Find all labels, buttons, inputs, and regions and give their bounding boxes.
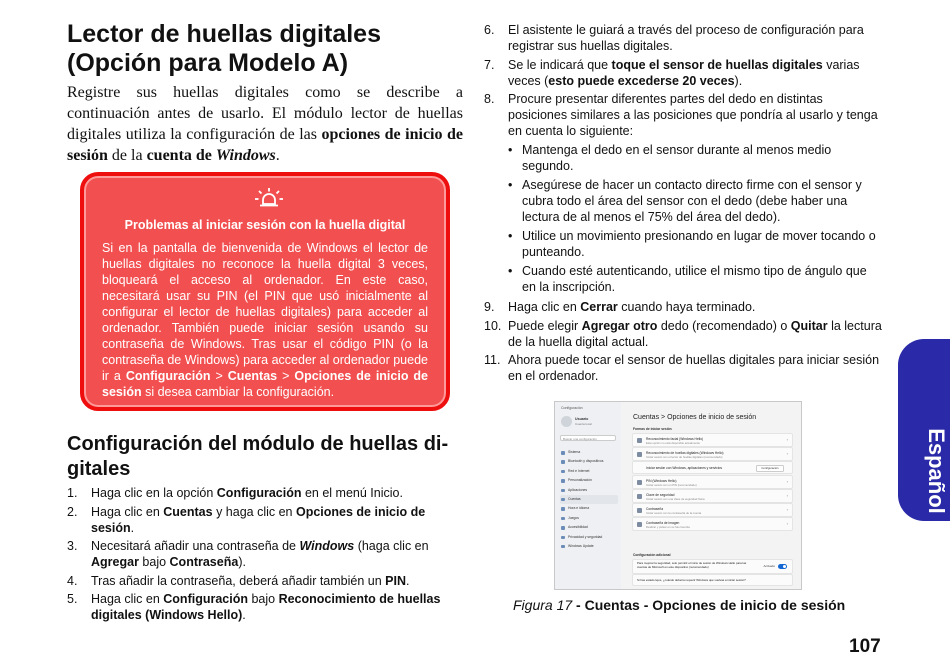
step-text: Puede elegir	[508, 318, 582, 333]
step-text: Necesitará añadir una contraseña de	[91, 539, 300, 553]
picture-icon	[637, 522, 642, 527]
fingerprint-icon	[637, 452, 642, 457]
bullet-text: Utilice un movimiento presionando en lugar de mover tocando o punteando.	[522, 229, 876, 259]
heading-part: Cuentas	[633, 414, 660, 421]
warning-body	[102, 240, 428, 400]
settings-row[interactable]	[632, 475, 793, 489]
settings-sidebar	[555, 402, 621, 589]
bullet-dot: •	[508, 229, 513, 243]
step-bold: Cerrar	[580, 300, 618, 314]
intro-bold-2-text: cuenta de	[146, 147, 216, 164]
page-title-line2: (Opción para Modelo A)	[67, 49, 349, 77]
avatar	[561, 416, 572, 427]
section-title	[67, 432, 467, 482]
step-bold: Contraseña	[169, 555, 239, 569]
step-bold: toque el sensor de huellas digitales	[611, 57, 823, 72]
step-number: 10.	[484, 318, 502, 333]
step-text: en el menú Inicio.	[301, 486, 403, 500]
intro-bold-1: opciones de inicio de sesión	[67, 126, 463, 164]
step-number: 9.	[484, 300, 495, 314]
row-title: Reconocimiento de huellas digitales (Windows Hello)	[646, 450, 724, 455]
row-title: Contraseña de imagen	[646, 520, 680, 525]
list-item	[67, 591, 459, 623]
bullet-text: Mantenga el dedo en el sensor durante al menos medio segundo.	[522, 143, 832, 173]
step-text: .	[406, 573, 410, 588]
step-number: 2.	[67, 504, 78, 519]
setup-button[interactable]: Configuración	[756, 465, 784, 472]
nav-item[interactable]: Juegos	[560, 514, 618, 523]
settings-row[interactable]	[632, 447, 793, 461]
chevron-down-icon: ›	[786, 507, 788, 512]
step-text: .	[130, 520, 135, 535]
intro-bold-2-italic: Windows	[215, 147, 276, 164]
chevron-down-icon: ›	[786, 493, 788, 498]
step-text: Ahora puede tocar el sensor de huellas digitales para iniciar sesión en el ordenador.	[508, 353, 880, 383]
step-text: bajo	[138, 555, 170, 569]
heading-sep: >	[661, 414, 666, 421]
step-bold: PIN	[385, 573, 407, 588]
step-text: (haga clic en	[354, 539, 429, 553]
intro-text-2: de la	[107, 147, 147, 164]
row-sub: Iniciar sesión con la contraseña de la cuenta	[646, 511, 702, 515]
row-title: Si has estado lejos, ¿cuándo debería requerir Windows que vuelvas a iniciar sesión?	[637, 578, 746, 582]
step-bold: Configuración	[216, 486, 302, 500]
step-number: 3.	[67, 539, 78, 553]
nav-item[interactable]: Bluetooth y dispositivos	[560, 457, 618, 466]
settings-nav	[560, 448, 618, 551]
step-text: ).	[734, 73, 743, 88]
step-text: Procure presentar diferentes partes del dedo en distintas posiciones similares a las posiciones que pondría al usarlo y tenga en cuenta lo siguiente:	[508, 92, 878, 138]
page-number: 107	[849, 636, 881, 657]
warning-sep-2: >	[277, 369, 295, 383]
bullet-dot: •	[508, 143, 513, 157]
nav-item-active[interactable]: Cuentas	[560, 495, 618, 504]
step-text: varias veces (	[508, 57, 860, 88]
row-sub: Iniciar sesión con una clave de seguridad física	[646, 497, 705, 501]
warning-text-2: si desea cambiar la configuración.	[141, 385, 335, 399]
row-title: Clave de seguridad	[646, 492, 675, 497]
row-sub: Esta opción no está disponible actualmente	[646, 441, 700, 445]
bullet-list	[483, 142, 884, 295]
step-bold: esto puede excederse 20 veces	[548, 73, 735, 88]
settings-heading	[633, 414, 756, 421]
bullet-dot: •	[508, 178, 513, 192]
right-column	[484, 22, 884, 387]
list-item	[67, 485, 459, 501]
nav-item[interactable]: Sistema	[560, 448, 618, 457]
steps-list-left	[67, 485, 459, 626]
warning-sep-1: >	[210, 369, 228, 383]
settings-row[interactable]	[632, 489, 793, 503]
bullet-item	[508, 228, 884, 260]
list-item	[484, 299, 884, 315]
warning-config: Configuración	[125, 369, 211, 383]
chevron-down-icon: ›	[786, 521, 788, 526]
step-bold-italic: Windows	[299, 539, 355, 553]
step-text: Haga clic en	[91, 592, 164, 606]
step-text: dedo (recomendado) o	[657, 318, 791, 333]
steps-list-right	[484, 22, 884, 384]
step-text: la lectura de la huella digital actual.	[508, 318, 882, 349]
row-title: PIN (Windows Hello)	[646, 478, 677, 483]
list-item	[484, 352, 884, 384]
pin-icon	[637, 480, 642, 485]
page-title-line1: Lector de huellas digitales	[67, 20, 381, 48]
step-bold: Reconocimiento de huellas digitales (Windows Hello)	[91, 592, 441, 622]
warning-title: Problemas al iniciar sesión con la huella digital	[124, 218, 406, 232]
step-number: 5.	[67, 592, 78, 606]
nav-item[interactable]: Hora e idioma	[560, 504, 618, 513]
settings-row	[632, 574, 793, 586]
step-text: y haga clic en	[212, 504, 296, 519]
language-tab-label: Español	[924, 428, 949, 514]
language-tab	[898, 339, 950, 521]
section-title-line2: gitales	[67, 458, 131, 480]
intro-bold-2	[147, 147, 276, 164]
toggle-label: Activado	[763, 564, 775, 568]
step-bold: Cuentas	[163, 504, 213, 519]
row-title: Para mejorar la seguridad, solo permitir el inicio de sesión de Windows Hello para las cuentas de Microsoft en este dispositivo (recomendado)	[637, 561, 747, 569]
nav-item[interactable]: Aplicaciones	[560, 486, 618, 495]
chevron-down-icon: ›	[786, 479, 788, 484]
warning-bulb-icon	[252, 186, 286, 210]
step-text: ).	[238, 555, 246, 569]
step-text: cuando haya terminado.	[617, 300, 756, 314]
list-item	[67, 504, 459, 536]
intro-text-1: Registre sus huellas digitales como se describe a continuación antes de usarlo. El módulo lector de huellas digitales utiliza la configuración de las	[67, 84, 463, 143]
user-sub: Cuenta local	[575, 422, 592, 426]
step-text: Haga clic en	[508, 300, 581, 314]
bullet-text: Asegúrese de hacer un contacto directo firme con el sensor y cubra todo el área del sensor con el dedo (debe haber una lectura de al menos el 75% del área del dedo).	[522, 178, 862, 224]
settings-app-title: Configuración	[561, 406, 583, 410]
intro-paragraph	[67, 82, 463, 166]
warning-box	[80, 172, 450, 411]
user-name: Usuario	[575, 417, 589, 421]
step-number: 11.	[484, 353, 501, 367]
settings-row[interactable]	[632, 433, 793, 447]
row-title: Contraseña	[646, 506, 664, 511]
bullet-item	[508, 177, 884, 225]
step-bold: Agregar otro	[581, 318, 658, 333]
step-text: El asistente le guiará a través del proceso de configuración para registrar sus huellas digitales.	[508, 23, 864, 53]
list-item	[484, 318, 884, 350]
step-bold: Configuración	[163, 592, 248, 606]
row-title: Iniciar sesión con Windows, aplicaciones y servicios	[646, 465, 723, 470]
caption-bold: - Cuentas - Opciones de inicio de sesión	[572, 597, 846, 613]
list-item	[484, 91, 884, 295]
settings-search-input[interactable]: Buscar una configuración	[560, 435, 616, 441]
settings-row	[632, 559, 793, 574]
toggle-switch[interactable]	[778, 564, 787, 569]
caption-italic: Figura 17	[513, 597, 573, 613]
step-text: Haga clic en	[91, 504, 164, 519]
step-text: Tras añadir la contraseña, deberá añadir también un	[91, 573, 386, 588]
step-bold: Quitar	[790, 318, 828, 333]
chevron-up-icon: ›	[786, 451, 788, 456]
step-text: .	[242, 608, 246, 622]
warning-cuentas: Cuentas	[227, 369, 278, 383]
nav-item[interactable]: Privacidad y seguridad	[560, 533, 618, 542]
list-item	[67, 573, 459, 589]
section-label: Formas de iniciar sesión	[633, 427, 672, 431]
nav-item[interactable]: Red e Internet	[560, 467, 618, 476]
settings-screenshot	[554, 401, 802, 590]
step-bold: Agregar	[91, 555, 139, 569]
nav-item[interactable]: Accesibilidad	[560, 523, 618, 532]
heading-part: Opciones de inicio de sesión	[667, 414, 757, 421]
bullet-item	[508, 142, 884, 174]
step-text: Se le indicará que	[508, 57, 612, 72]
nav-item[interactable]: Windows Update	[560, 542, 618, 551]
step-number: 8.	[484, 92, 495, 106]
settings-row[interactable]	[632, 517, 793, 531]
password-icon	[637, 508, 642, 513]
step-bold: Opciones de inicio de sesión	[91, 504, 426, 535]
intro-text-3: .	[275, 147, 280, 164]
settings-row	[632, 461, 793, 474]
section-title-line1: Configuración del módulo de huellas di-	[67, 433, 449, 455]
list-item	[484, 22, 884, 54]
bullet-dot: •	[508, 264, 513, 278]
step-number: 4.	[67, 573, 78, 588]
row-sub: Iniciar sesión con el lector de huellas digitales (recomendado)	[646, 455, 723, 459]
face-icon	[637, 438, 642, 443]
step-number: 1.	[67, 486, 78, 500]
list-item	[67, 538, 459, 570]
row-sub: Iniciar sesión con un PIN (recomendado)	[646, 483, 697, 487]
warning-opciones: Opciones de inicio de sesión	[102, 369, 429, 399]
step-number: 6.	[484, 23, 495, 37]
list-item	[484, 57, 884, 89]
chevron-down-icon: ›	[786, 437, 788, 442]
step-text: bajo	[247, 592, 279, 606]
bullet-item	[508, 263, 884, 295]
nav-item[interactable]: Personalización	[560, 476, 618, 485]
page-title	[67, 20, 463, 78]
row-sub: Deslizar y pulsar en su foto favorita	[646, 525, 690, 529]
settings-main	[625, 402, 797, 589]
bullet-text: Cuando esté autenticando, utilice el mismo tipo de ángulo que en la inscripción.	[522, 264, 867, 294]
warning-text-1: Si en la pantalla de bienvenida de Windows el lector de huellas digitales no reconoce la huella digital 3 veces, bloqueará el acceso al ordenador. En este caso, necesitará usar su PIN (el PIN que usó inicialmente al configurar el lector de huellas digitales) para acceder al ordenador. También puede iniciar sesión usando su contraseña de Windows. Tras usar el código PIN (o la contraseña de Windows) para acceder al ordenador puede ir a	[102, 241, 428, 383]
section-label: Configuración adicional	[633, 553, 671, 557]
key-icon	[637, 494, 642, 499]
settings-row[interactable]	[632, 503, 793, 517]
row-title: Reconocimiento facial (Windows Hello)	[646, 436, 704, 441]
figure-caption	[513, 597, 845, 613]
step-number: 7.	[484, 57, 495, 72]
step-text: Haga clic en la opción	[91, 486, 217, 500]
left-column	[67, 20, 463, 166]
